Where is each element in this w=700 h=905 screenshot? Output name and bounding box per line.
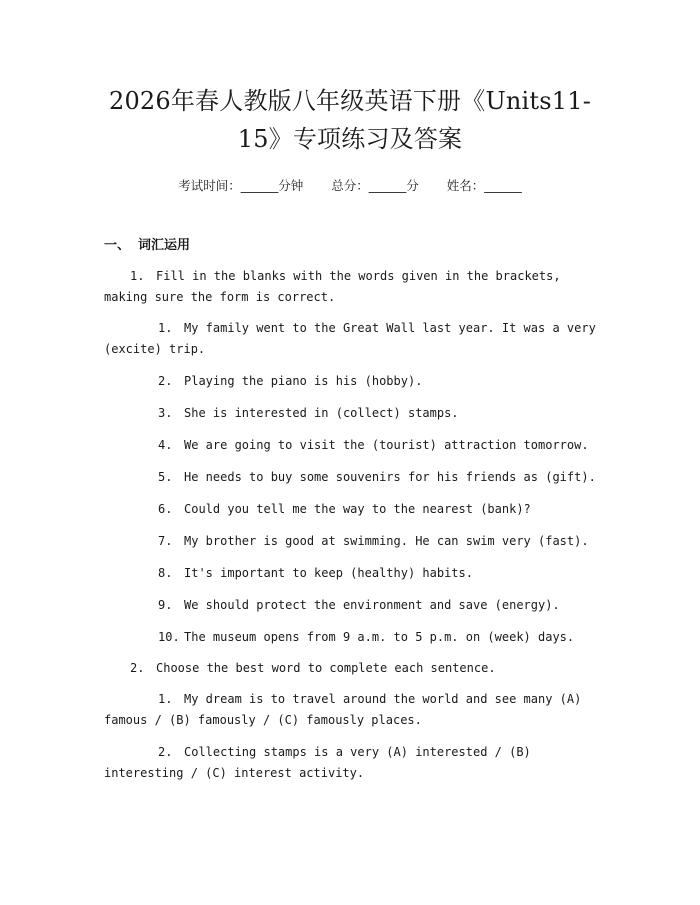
question-1-instruction [104, 266, 596, 308]
total-score-field: 总分：______分 [331, 178, 419, 193]
document-title [104, 0, 596, 158]
section-heading-vocabulary [104, 236, 596, 256]
list-item: 3. She is interested in (collect) stamps. [158, 406, 459, 420]
list-item: 4. We are going to visit the (tourist) attraction tomorrow. [158, 438, 589, 452]
list-item: 6. Could you tell me the way to the nearest (bank)? [158, 502, 531, 516]
section-number: 一、 [104, 238, 131, 253]
instruction-text: Fill in the blanks with the words given in the brackets, making sure the form is correct. [104, 269, 561, 304]
question-number: 2. [130, 661, 145, 675]
instruction-text: Choose the best word to complete each sentence. [156, 661, 496, 675]
question-number: 1. [130, 269, 145, 283]
list-item: 5. He needs to buy some souvenirs for his friends as (gift). [158, 470, 596, 484]
list-item: 8. It's important to keep (healthy) habits. [158, 566, 473, 580]
exam-time-field: 考试时间：______分钟 [178, 178, 304, 193]
list-item: 9. We should protect the environment and save (energy). [158, 598, 560, 612]
section-title: 词汇运用 [138, 238, 191, 253]
list-item: 2. Collecting stamps is a very (A) interested / (B) interesting / (C) interest activity. [104, 745, 531, 780]
title-line-1: 2026年春人教版八年级英语下册《Units11- [108, 87, 592, 115]
list-item: 1. My family went to the Great Wall last year. It was a very (excite) trip. [104, 321, 596, 356]
list-item: 7. My brother is good at swimming. He can swim very (fast). [158, 534, 589, 548]
exam-info-line [104, 176, 596, 196]
list-item: 1. My dream is to travel around the world and see many (A) famous / (B) famously / (C) famously places. [104, 692, 582, 727]
question-2-instruction [104, 658, 596, 679]
list-item: 2. Playing the piano is his (hobby). [158, 374, 423, 388]
student-name-field: 姓名：______ [446, 178, 522, 193]
list-item: 10. The museum opens from 9 a.m. to 5 p.m. on (week) days. [158, 630, 575, 644]
title-line-2: 15》专项练习及答案 [237, 125, 463, 153]
